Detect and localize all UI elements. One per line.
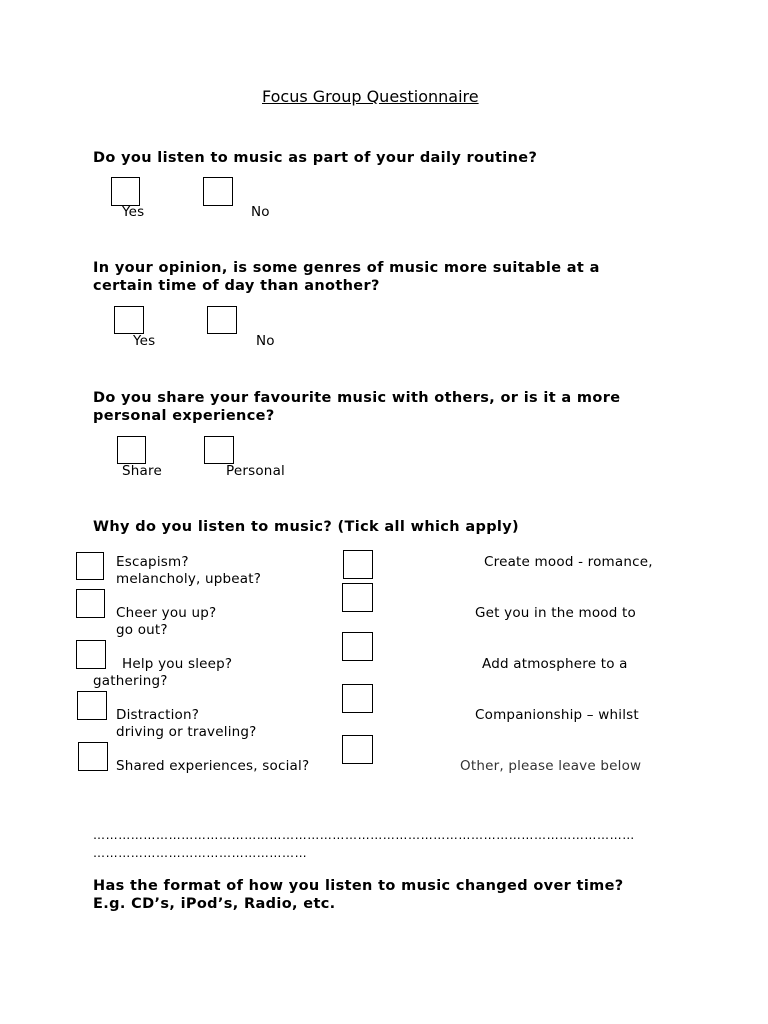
reason-create-mood-checkbox[interactable] <box>343 550 373 579</box>
question-2-line-2: certain time of day than another? <box>93 278 380 294</box>
q3-personal-label: Personal <box>226 463 285 479</box>
reason-sleep-label: Help you sleep? <box>122 656 233 672</box>
reason-atmosphere-label: Add atmosphere to a <box>482 656 628 672</box>
question-5-line-1: Has the format of how you listen to music changed over time? <box>93 878 624 894</box>
question-2-line-1: In your opinion, is some genres of music more suitable at a <box>93 260 600 276</box>
question-3-line-1: Do you share your favourite music with others, or is it a more <box>93 390 621 406</box>
q2-yes-label: Yes <box>133 333 156 349</box>
q3-personal-checkbox[interactable] <box>204 436 234 464</box>
q3-share-label: Share <box>122 463 162 479</box>
reason-cheer-up-label-cont: go out? <box>116 622 168 638</box>
reason-cheer-up-label: Cheer you up? <box>116 605 217 621</box>
reason-distraction-checkbox[interactable] <box>77 691 107 720</box>
reason-companionship-checkbox[interactable] <box>342 684 373 713</box>
q2-no-label: No <box>256 333 275 349</box>
reason-shared-checkbox[interactable] <box>78 742 108 771</box>
q1-yes-checkbox[interactable] <box>111 177 140 206</box>
q3-share-checkbox[interactable] <box>117 436 146 464</box>
reason-companionship-label: Companionship – whilst <box>475 707 639 723</box>
other-answer-line-2[interactable]: …………………………………………… <box>93 846 308 860</box>
reason-cheer-up-checkbox[interactable] <box>76 589 105 618</box>
reason-go-out-checkbox[interactable] <box>342 583 373 612</box>
question-5-line-2: E.g. CD’s, iPod’s, Radio, etc. <box>93 896 336 912</box>
reason-go-out-label: Get you in the mood to <box>475 605 636 621</box>
question-1-text: Do you listen to music as part of your daily routine? <box>93 150 538 166</box>
question-3-line-2: personal experience? <box>93 408 275 424</box>
reason-escapism-checkbox[interactable] <box>76 552 104 580</box>
reason-other-label: Other, please leave below <box>460 758 642 774</box>
q1-yes-label: Yes <box>122 204 145 220</box>
q2-yes-checkbox[interactable] <box>114 306 144 334</box>
reason-distraction-label: Distraction? <box>116 707 200 723</box>
reason-create-mood-label: Create mood - romance, <box>484 554 653 570</box>
reason-sleep-checkbox[interactable] <box>76 640 106 669</box>
reason-escapism-label: Escapism? <box>116 554 189 570</box>
reason-shared-label: Shared experiences, social? <box>116 758 310 774</box>
reason-other-checkbox[interactable] <box>342 735 373 764</box>
q1-no-label: No <box>251 204 270 220</box>
reason-atmosphere-checkbox[interactable] <box>342 632 373 661</box>
reason-escapism-label-cont: melancholy, upbeat? <box>116 571 262 587</box>
other-answer-line-1[interactable]: ………………………………………………………………………………………………………………… <box>93 828 635 842</box>
q2-no-checkbox[interactable] <box>207 306 237 334</box>
reason-sleep-label-cont: gathering? <box>93 673 168 689</box>
q1-no-checkbox[interactable] <box>203 177 233 206</box>
reason-distraction-label-cont: driving or traveling? <box>116 724 257 740</box>
page-title: Focus Group Questionnaire <box>262 87 479 106</box>
question-4-text: Why do you listen to music? (Tick all which apply) <box>93 519 520 535</box>
